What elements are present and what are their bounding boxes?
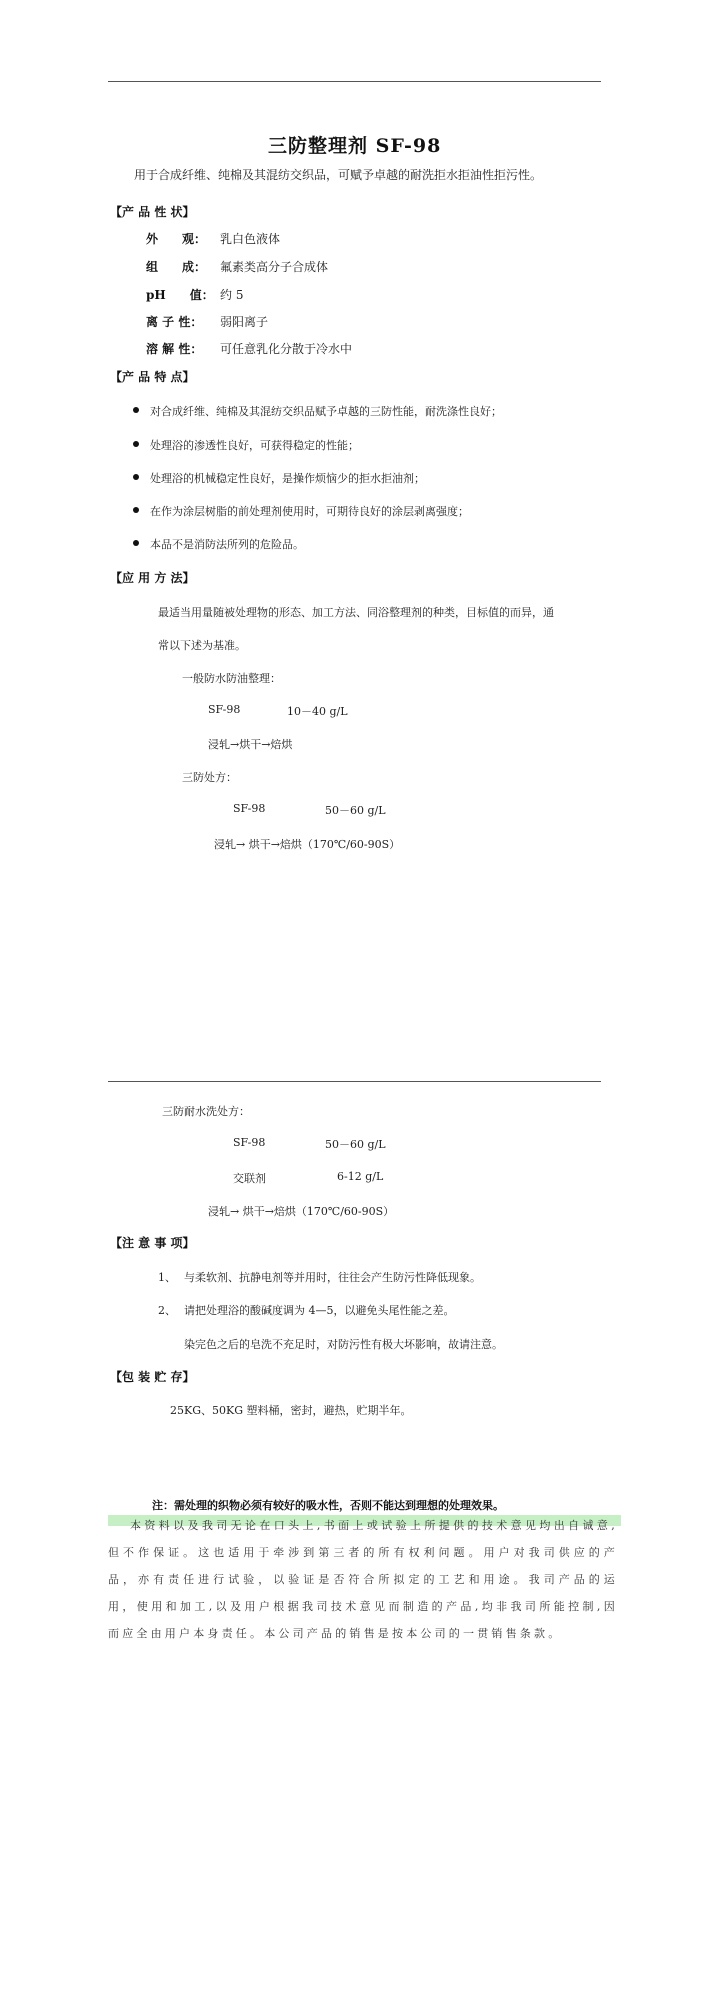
property-value: 可任意乳化分散于冷水中: [220, 342, 353, 356]
property-label: pH 值：: [146, 288, 214, 302]
formula-agent: SF-98: [233, 802, 266, 815]
property-label: 离 子 性：: [146, 315, 203, 329]
property-value: 约 5: [220, 288, 244, 302]
formula-dose: 10－40 g/L: [287, 705, 348, 718]
feature-item: 处理浴的渗透性良好，可获得稳定的性能；: [150, 439, 359, 452]
formula-agent: SF-98: [233, 1136, 266, 1149]
formula-process: 浸轧→ 烘干→焙烘（170℃/60-90S）: [208, 1205, 395, 1218]
disclaimer-text: 本资料以及我司无论在口头上,书面上或试验上所提供的技术意见均出自诚意,但不作保证。这也适用于牵涉到第三者的所有权利问题。用户对我司供应的产品，亦有责任进行试验，以验证是否符合所拟定的工艺和用途。我司产品的运用，使用和加工,以及用户根据我司技术意见而制造的产品,均非我司所能控制,因而应全由用户本身责任。本公司产品的销售是按本公司的一贯销售条款。: [108, 1519, 618, 1640]
property-value: 弱阳离子: [220, 315, 269, 329]
feature-item: 对合成纤维、纯棉及其混纺交织品赋予卓越的三防性能，耐洗涤性良好；: [150, 405, 502, 418]
top-rule: [108, 81, 601, 82]
property-value: 乳白色液体: [220, 232, 281, 246]
formula-agent: SF-98: [208, 703, 241, 716]
note-number: 2、: [158, 1304, 176, 1317]
bullet-icon: [133, 540, 139, 546]
properties-heading: 【产 品 性 状】: [110, 205, 195, 219]
wash-formula-title: 三防耐水洗处方：: [162, 1105, 250, 1118]
formula-dose: 50－60 g/L: [325, 804, 386, 817]
notes-heading: 【注 意 事 项】: [110, 1236, 195, 1250]
formula-dose: 50－60 g/L: [325, 1138, 386, 1151]
bullet-icon: [133, 507, 139, 513]
formula-process: 浸轧→烘干→焙烘: [208, 738, 293, 751]
usage-text: 常以下述为基准。: [158, 639, 246, 652]
storage-text: 25KG、50KG 塑料桶，密封，避热，贮期半年。: [170, 1404, 412, 1417]
usage-heading: 【应 用 方 法】: [110, 571, 195, 585]
property-label: 溶 解 性：: [146, 342, 203, 356]
general-formula-title: 一般防水防油整理：: [182, 672, 281, 685]
bullet-icon: [133, 441, 139, 447]
formula-agent: 交联剂: [233, 1172, 266, 1185]
property-label: 外 观：: [146, 232, 207, 246]
storage-heading: 【包 装 贮 存】: [110, 1370, 195, 1384]
formula-process: 浸轧→ 烘干→焙烘（170℃/60-90S）: [214, 838, 401, 851]
feature-item: 处理浴的机械稳定性良好，是操作烦恼少的拒水拒油剂；: [150, 472, 425, 485]
page-break-rule: [108, 1081, 601, 1082]
note-number: 1、: [158, 1271, 176, 1284]
bullet-icon: [133, 407, 139, 413]
three-formula-title: 三防处方：: [182, 771, 237, 784]
note-extra: 染完色之后的皂洗不充足时，对防污性有极大坏影响，故请注意。: [184, 1338, 503, 1351]
feature-item: 本品不是消防法所列的危险品。: [150, 538, 304, 551]
absorbency-note: 注：需处理的织物必须有较好的吸水性，否则不能达到理想的处理效果。: [152, 1499, 504, 1512]
bullet-icon: [133, 474, 139, 480]
note-item: 与柔软剂、抗静电剂等并用时，往往会产生防污性降低现象。: [184, 1271, 481, 1284]
usage-text: 最适当用量随被处理物的形态、加工方法、同浴整理剂的种类，目标值的而异，通: [158, 606, 554, 619]
note-item: 请把处理浴的酸碱度调为 4—5，以避免头尾性能之差。: [184, 1304, 455, 1317]
formula-dose: 6-12 g/L: [337, 1170, 384, 1183]
feature-item: 在作为涂层树脂的前处理剂使用时，可期待良好的涂层剥离强度；: [150, 505, 469, 518]
features-heading: 【产 品 特 点】: [110, 370, 195, 384]
page-title: 三防整理剂 SF-98: [268, 135, 442, 157]
property-label: 组 成：: [146, 260, 207, 274]
intro-text: 用于合成纤维、纯棉及其混纺交织品，可赋予卓越的耐洗拒水拒油性拒污性。: [134, 168, 543, 182]
property-value: 氟素类高分子合成体: [220, 260, 329, 274]
